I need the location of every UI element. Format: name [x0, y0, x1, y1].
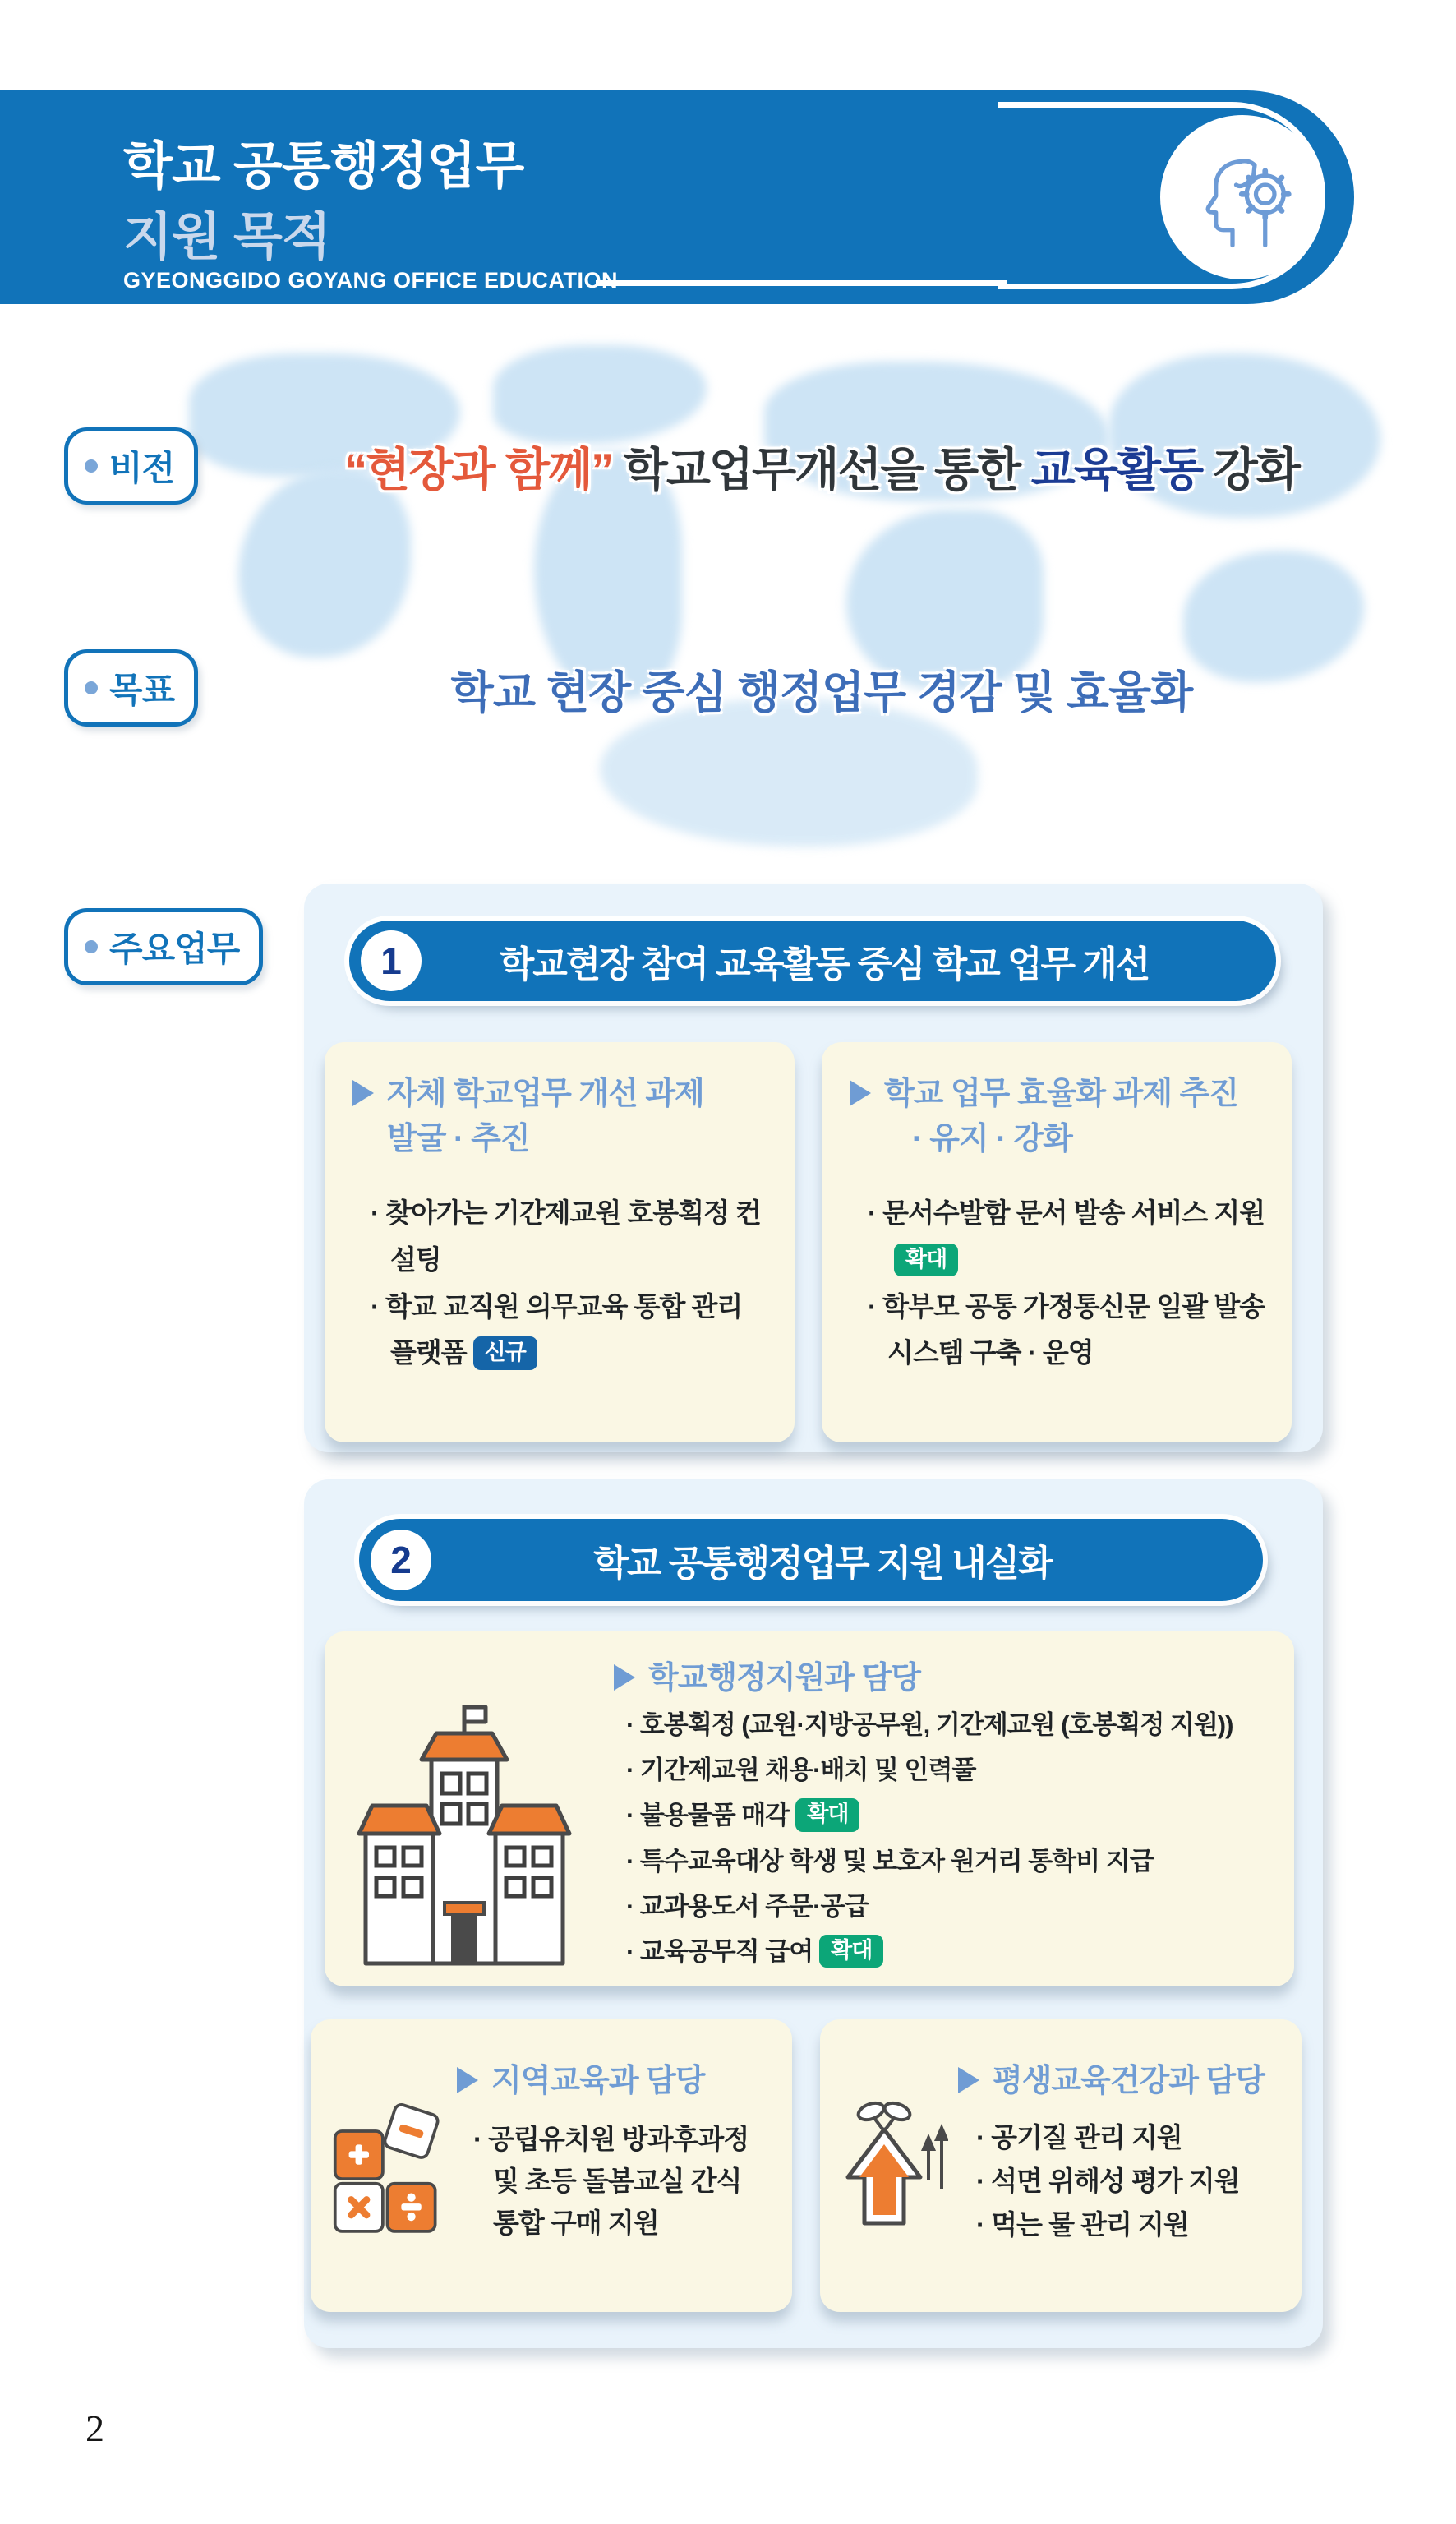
- triangle-bullet-icon: [614, 1664, 635, 1691]
- box-right-heading: [850, 1072, 1270, 1162]
- section1-title: 학교현장 참여 교육활동 중심 학교 업무 개선: [499, 944, 1150, 985]
- section1-banner: [349, 921, 1276, 1001]
- page-number: 2: [85, 2407, 104, 2449]
- goal-label: 목표: [109, 671, 175, 709]
- list-item: · 학부모 공통 가정통신문 일괄 발송 시스템 구축 · 운영: [868, 1290, 1265, 1368]
- list-item: · 공기질 관리 지원: [976, 2122, 1182, 2153]
- triangle-bullet-icon: [850, 1080, 871, 1106]
- tasks-label: 주요업무: [109, 930, 240, 968]
- tasks-label-pill: [64, 908, 263, 985]
- section2-box-region: [311, 2019, 792, 2312]
- header-rule-line: [596, 280, 1007, 286]
- calculator-tiles-icon: [332, 2100, 455, 2236]
- box-health-heading-text: 평생교육건강과 담당: [993, 2064, 1265, 2098]
- vision-statement: [304, 434, 1339, 500]
- box-left-heading-line2: 발굴 · 추진: [387, 1122, 530, 1157]
- box-region-heading-text: 지역교육과 담당: [491, 2064, 705, 2098]
- vision-highlight: 교육활동: [1030, 444, 1203, 496]
- head-gear-icon: [1181, 136, 1304, 259]
- list-item: · 공립유치원 방과후과정 및 초등 돌봄교실 간식 통합 구매 지원: [473, 2124, 749, 2239]
- school-building-icon: [349, 1696, 579, 1967]
- list-item: · 먹는 물 관리 지원: [976, 2208, 1189, 2240]
- list-item: · 기간제교원 채용·배치 및 인력풀: [626, 1756, 976, 1785]
- section2-box-admin: [325, 1631, 1294, 1986]
- list-item: · 교육공무직 급여 확대: [608, 1929, 1274, 1974]
- section1-box-left: [325, 1042, 795, 1442]
- box-admin-heading-text: 학교행정지원과 담당: [648, 1661, 920, 1696]
- section2-banner: [359, 1519, 1263, 1601]
- list-item: · 학교 교직원 의무교육 통합 관리 플랫폼 신규: [352, 1284, 770, 1377]
- pill-dot-icon: [85, 459, 98, 473]
- page-title-line2: 지원 목적: [123, 209, 330, 265]
- box-left-items: [352, 1190, 770, 1377]
- section2-number-circle: 2: [371, 1530, 431, 1590]
- header-subtitle: GYEONGGIDO GOYANG OFFICE EDUCATION: [123, 268, 619, 293]
- header-emblem: [1160, 115, 1325, 279]
- status-badge-expand: 확대: [819, 1935, 883, 1968]
- box-left-heading-line1: 자체 학교업무 개선 과제: [387, 1077, 704, 1111]
- list-item: · 문서수발함 문서 발송 서비스 지원확대: [850, 1190, 1270, 1284]
- section1-number-circle: 1: [361, 930, 422, 991]
- world-map-background: [140, 345, 1421, 871]
- box-admin-items: [608, 1702, 1274, 1974]
- box-region-items: [455, 2118, 772, 2244]
- box-right-items: [850, 1190, 1270, 1377]
- list-item: · 석면 위해성 평가 지원: [976, 2165, 1240, 2196]
- box-health-heading: [958, 2059, 1265, 2104]
- triangle-bullet-icon: [958, 2067, 979, 2093]
- box-health-items: [958, 2116, 1287, 2246]
- section2-box-health: [820, 2019, 1302, 2312]
- list-item: · 불용물품 매각 확대: [608, 1793, 1274, 1838]
- growth-arrow-icon: [841, 2098, 948, 2230]
- list-item: · 특수교육대상 학생 및 보호자 원거리 통학비 지급: [626, 1846, 1154, 1876]
- vision-quote: “현장과 함께”: [344, 444, 613, 496]
- box-right-heading-line1: 학교 업무 효율화 과제 추진: [884, 1077, 1239, 1111]
- vision-label: 비전: [109, 449, 175, 487]
- list-item: · 교과용도서 주문·공급: [626, 1891, 869, 1921]
- triangle-bullet-icon: [457, 2067, 478, 2093]
- section2-title: 학교 공통행정업무 지원 내실화: [593, 1543, 1052, 1584]
- box-region-heading: [457, 2059, 705, 2104]
- triangle-bullet-icon: [352, 1080, 374, 1106]
- page-title-line1: 학교 공통행정업무: [123, 138, 524, 195]
- box-admin-heading: [614, 1656, 920, 1701]
- section1-box-right: [822, 1042, 1292, 1442]
- goal-label-pill: [64, 649, 198, 727]
- status-badge-expand: 확대: [894, 1244, 958, 1276]
- vision-mid: 학교업무개선을 통한: [612, 444, 1031, 496]
- list-item: · 찾아가는 기간제교원 호봉획정 컨설팅: [371, 1197, 761, 1275]
- goal-statement: 학교 현장 중심 행정업무 경감 및 효율화: [450, 668, 1193, 718]
- vision-label-pill: [64, 427, 198, 505]
- vision-tail: 강화: [1202, 444, 1299, 496]
- box-right-heading-line2: · 유지 · 강화: [912, 1122, 1072, 1157]
- box-left-heading: [352, 1072, 770, 1162]
- status-badge-expand: 확대: [795, 1798, 859, 1831]
- list-item: · 호봉획정 (교원·지방공무원, 기간제교원 (호봉획정 지원)): [626, 1710, 1233, 1739]
- pill-dot-icon: [85, 940, 98, 953]
- status-badge-new: 신규: [473, 1336, 537, 1369]
- pill-dot-icon: [85, 681, 98, 694]
